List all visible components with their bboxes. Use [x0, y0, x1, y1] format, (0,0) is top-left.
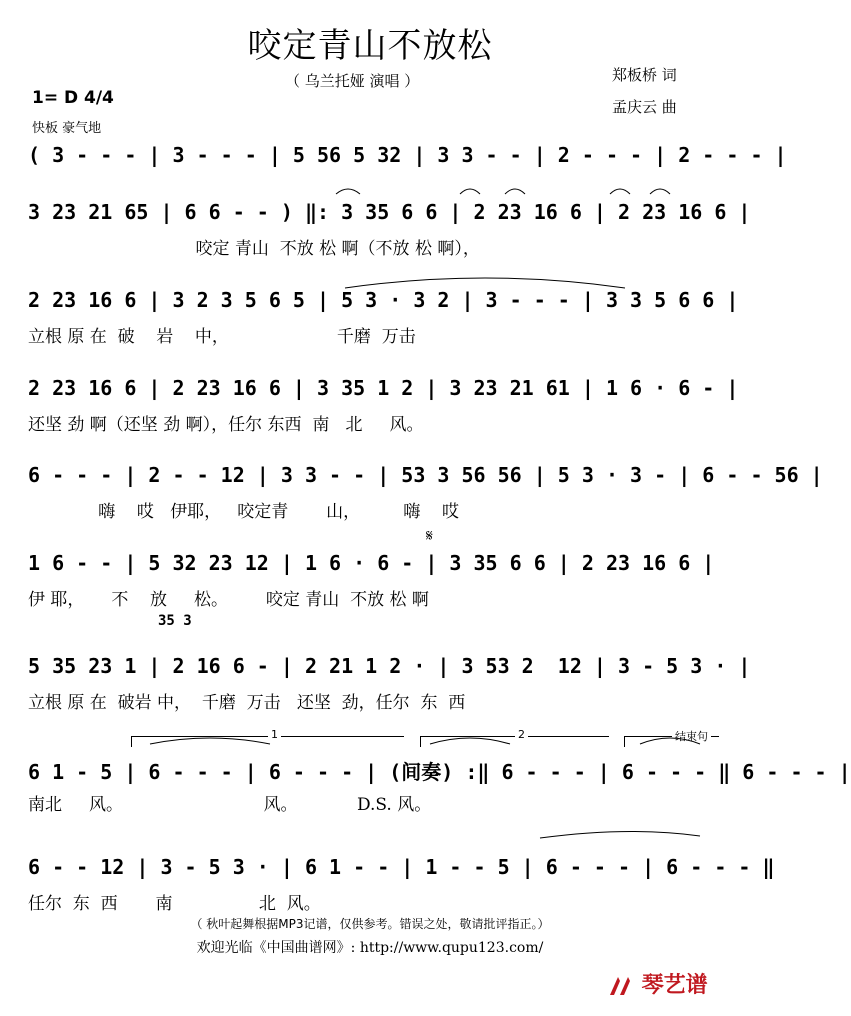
slur-mark — [150, 738, 270, 744]
slur-mark — [336, 189, 360, 194]
notes-line: 6 - - - | 2 - - 12 | 3 3 - - | 53 3 56 56 | 5 3 · 3 - | 6 - - 56 | — [28, 463, 823, 487]
slur-mark — [505, 189, 525, 194]
composer: 孟庆云 曲 — [612, 98, 677, 116]
logo-text: 琴艺谱 — [641, 973, 708, 998]
alternate-notes: 35 3 — [158, 613, 192, 629]
lyrics-line: 伊 耶， 不 放 松。 咬定 青山 不放 松 啊 — [28, 590, 429, 610]
notes-line: 5 35 23 1 | 2 16 6 - | 2 21 1 2 · | 3 53 2 12 | 3 - 5 3 · | — [28, 654, 751, 678]
slur-mark — [650, 189, 670, 194]
lyrics-line: 嗨 哎 伊耶， 咬定青 山， 嗨 哎 — [28, 502, 459, 522]
subtitle: （ 乌兰托娅 演唱 ） — [285, 72, 420, 90]
key-signature: 1= D 4/4 — [32, 88, 114, 108]
notes-line: ( 3 - - - | 3 - - - | 5 56 5 32 | 3 3 - - | 2 - - - | 2 - - - | — [28, 143, 787, 167]
slur-mark — [610, 189, 630, 194]
lyrics-line: 咬定 青山 不放 松 啊（不放 松 啊）， — [28, 239, 480, 259]
notes-line: 2 23 16 6 | 2 23 16 6 | 3 35 1 2 | 3 23 21 61 | 1 6 · 6 - | — [28, 376, 739, 400]
footer-note: （ 秋叶起舞根据MP3记谱，仅供参考。错误之处，敬请批评指正。） — [190, 917, 550, 931]
slur-mark — [540, 831, 700, 838]
page-title: 咬定青山不放松 — [247, 26, 493, 66]
segno-sign: 𝄋 — [426, 526, 433, 545]
notes-line: 6 - - 12 | 3 - 5 3 · | 6 1 - - | 1 - - 5 | 6 - - - | 6 - - - ‖ — [28, 855, 775, 879]
volta-2-label: 2 — [515, 728, 528, 741]
lyrics-line: 立根 原 在 破 岩 中， 千磨 万击 — [28, 327, 416, 347]
notes-line: 6 1 - 5 | 6 - - - | 6 - - - | (间奏) :‖ 6 - - - | 6 - - - ‖ 6 - - - | — [28, 760, 851, 784]
notes-line: 1 6 - - | 5 32 23 12 | 1 6 · 6 - | 3 35 6 6 | 2 23 16 6 | — [28, 551, 715, 575]
tempo-marking: 快板 豪气地 — [32, 121, 102, 136]
volta-1-label: 1 — [268, 728, 281, 741]
lyrics-line: 任尔 东 西 南 北 风。 — [28, 894, 321, 914]
lyrics-line: 还坚 劲 啊（还坚 劲 啊），任尔 东西 南 北 风。 — [28, 415, 424, 435]
notes-line: 2 23 16 6 | 3 2 3 5 6 5 | 5 3 · 3 2 | 3 - - - | 3 3 5 6 6 | — [28, 288, 739, 312]
lyrics-line: 南北 风。 风。 D.S. 风。 — [28, 795, 432, 815]
footer-site-link[interactable]: 欢迎光临《中国曲谱网》: http://www.qupu123.com/ — [196, 940, 544, 956]
slur-mark — [640, 738, 700, 744]
lyricist: 郑板桥 词 — [612, 66, 677, 84]
lyrics-line: 立根 原 在 破岩 中， 千磨 万击 还坚 劲，任尔 东 西 — [28, 693, 466, 713]
slur-mark — [345, 278, 625, 288]
notes-line: 3 23 21 65 | 6 6 - - ) ‖: 3 35 6 6 | 2 23 16 6 | 2 23 16 6 | — [28, 200, 751, 224]
slur-mark — [460, 189, 480, 194]
slur-mark — [430, 738, 510, 744]
ending-label: 结束句 — [672, 728, 711, 744]
